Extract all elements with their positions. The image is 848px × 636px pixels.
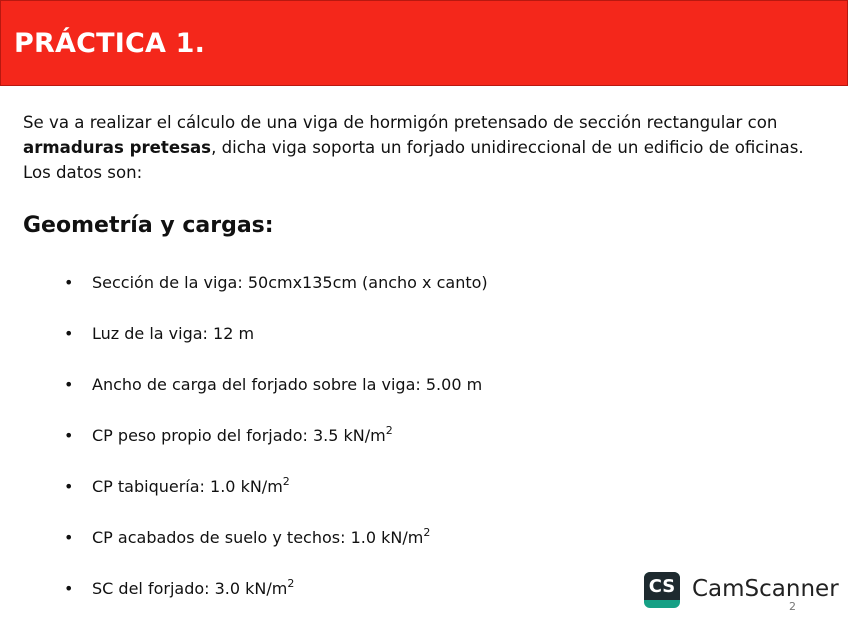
item-label: Ancho de carga del forjado sobre la viga: bbox=[92, 375, 426, 394]
item-value: 1.0 kN/m bbox=[350, 528, 424, 547]
item-superscript: 2 bbox=[423, 525, 431, 539]
bullet-icon: • bbox=[64, 426, 74, 445]
item-label: Sección de la viga: bbox=[92, 273, 248, 292]
item-value: 12 m bbox=[213, 324, 255, 343]
slide-title: PRÁCTICA 1. bbox=[14, 28, 206, 59]
bullet-icon: • bbox=[64, 477, 74, 496]
item-superscript: 2 bbox=[282, 474, 290, 488]
title-bar bbox=[0, 0, 848, 86]
list-item bbox=[0, 371, 488, 422]
data-list bbox=[0, 269, 488, 626]
intro-paragraph bbox=[23, 110, 823, 185]
item-value: 1.0 kN/m bbox=[210, 477, 283, 496]
bullet-icon: • bbox=[64, 375, 74, 394]
item-superscript: 2 bbox=[287, 576, 295, 590]
camscanner-logo-icon bbox=[644, 572, 680, 608]
bullet-icon: • bbox=[64, 324, 74, 343]
item-label: CP tabiquería: bbox=[92, 477, 211, 496]
intro-text-part2: , dicha viga soporta un forjado unidireccional de un edificio de oficinas. Los datos son: bbox=[23, 138, 804, 182]
list-item bbox=[0, 422, 488, 473]
item-value: 50cmx135cm (ancho x canto) bbox=[247, 273, 488, 292]
item-label: CP acabados de suelo y techos: bbox=[92, 528, 351, 547]
intro-text-part1: Se va a realizar el cálculo de una viga de hormigón pretensado de sección rectangular con bbox=[23, 113, 778, 132]
page-number: 2 bbox=[789, 600, 796, 613]
section-heading: Geometría y cargas: bbox=[23, 213, 274, 238]
item-label: Luz de la viga: bbox=[92, 324, 214, 343]
intro-text-bold: armaduras pretesas bbox=[23, 138, 212, 157]
item-value: 3.0 kN/m bbox=[214, 579, 288, 598]
list-item bbox=[0, 575, 488, 626]
item-label: SC del forjado: bbox=[92, 579, 215, 598]
bullet-icon: • bbox=[64, 528, 74, 547]
brand-watermark: CamScanner bbox=[692, 576, 839, 602]
item-value: 3.5 kN/m bbox=[312, 426, 386, 445]
logo-text: CS bbox=[648, 576, 676, 597]
bullet-icon: • bbox=[64, 579, 74, 598]
list-item bbox=[0, 320, 488, 371]
list-item bbox=[0, 473, 488, 524]
item-value: 5.00 m bbox=[425, 375, 483, 394]
item-label: CP peso propio del forjado: bbox=[92, 426, 313, 445]
list-item bbox=[0, 524, 488, 575]
item-superscript: 2 bbox=[385, 423, 393, 437]
list-item bbox=[0, 269, 488, 320]
bullet-icon: • bbox=[64, 273, 74, 292]
